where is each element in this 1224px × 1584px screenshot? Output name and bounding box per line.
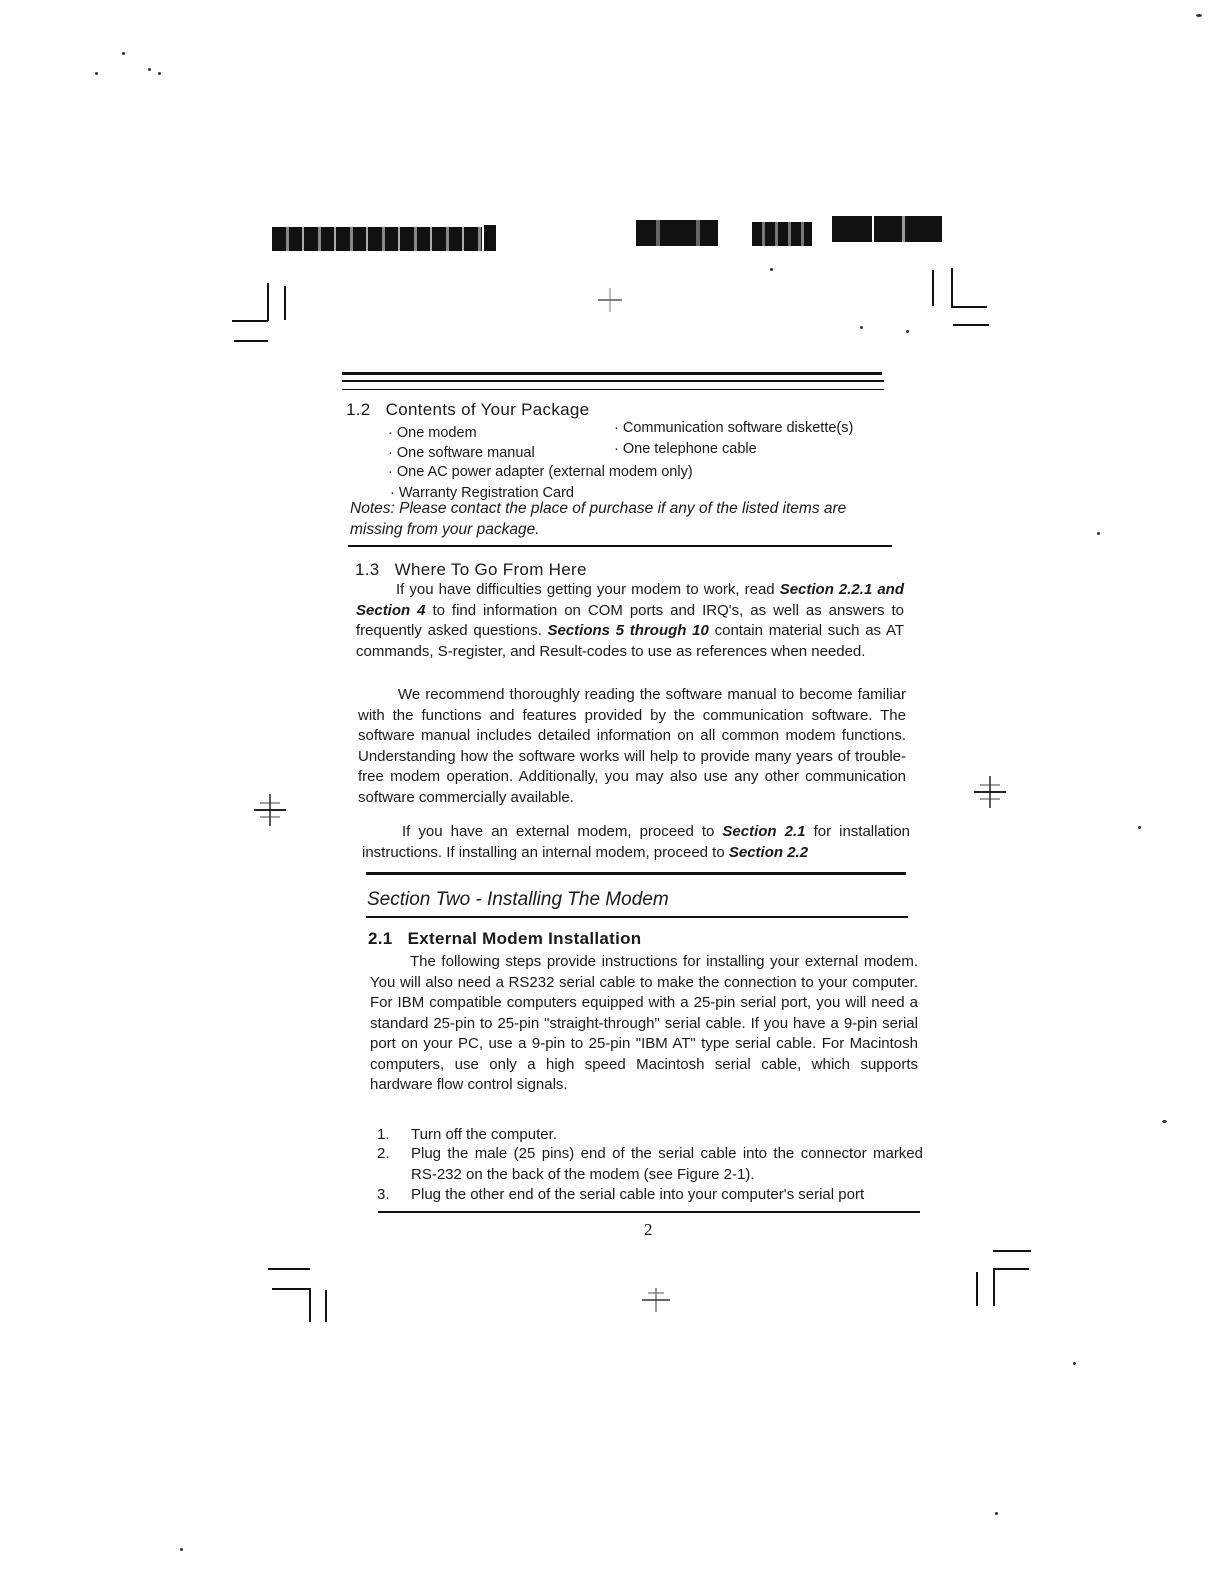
crop-mark: [309, 1288, 311, 1322]
top-rule: [342, 372, 882, 375]
scan-speck: [770, 268, 773, 271]
section-two-top-rule: [366, 872, 906, 875]
package-item: · Communication software diskette(s): [614, 420, 854, 436]
step-text: Plug the male (25 pins) end of the serial cable into the connector marked RS-232 on the back of the modem (see Figure 2-1).: [411, 1145, 923, 1183]
top-rule: [342, 380, 884, 382]
crop-mark: [232, 320, 268, 322]
crop-mark: [325, 1290, 327, 1322]
scan-speck: [1196, 14, 1202, 17]
scan-speck: [995, 1512, 998, 1515]
section-2-1-heading: [368, 929, 642, 949]
step-number: 3.: [377, 1186, 390, 1203]
section-two-bottom-rule: [366, 916, 908, 918]
scan-speck: [122, 52, 125, 55]
paragraph-troubleshooting: If you have difficulties getting your modem to work, read Section 2.2.1 and Section 4 to find information on COM ports and IRQ's, as well as answers to frequently asked questions. Sections 5 through 10 contain material such as AT commands, S-register, and Result-codes to use as references when needed.: [356, 581, 905, 660]
step-text: Turn off the computer.: [411, 1126, 557, 1143]
package-item: · One AC power adapter (external modem only): [388, 464, 693, 480]
scan-bar: [832, 216, 942, 242]
installation-step: [377, 1185, 925, 1206]
registration-mark-icon: [970, 772, 1010, 812]
step-text: Plug the other end of the serial cable into your computer's serial port: [411, 1186, 865, 1203]
scan-bar: [636, 220, 718, 246]
package-item: · One modem: [388, 425, 477, 441]
section-number: 2.1: [368, 929, 393, 948]
scan-speck: [180, 1548, 183, 1551]
step-number: 2.: [377, 1145, 390, 1162]
scan-speck: [148, 68, 151, 71]
installation-step: [377, 1125, 925, 1146]
step-number: 1.: [377, 1126, 390, 1143]
crop-mark: [932, 270, 934, 306]
paragraph-installation-intro: The following steps provide instructions for installing your external modem. You will also need a RS232 serial cable to make the connection to your computer. For IBM compatible computers equipped with a 25-pin serial port, you will need a standard 25-pin to 25-pin "straight-through" serial cable. If you have a 9-pin serial port on your PC, use a 9-pin to 25-pin "IBM AT" type serial cable. For Macintosh computers, use only a high speed Macintosh serial cable, which supports hardware flow control signals.: [370, 953, 918, 1093]
section-rule: [348, 545, 892, 547]
paragraph-software-manual: We recommend thoroughly reading the software manual to become familiar with the functions and features provided by the communication software. The software manual includes detailed information on all common modem functions. Understanding how the software works will help to provide many years of trouble-free modem operation. Additionally, you may also use any other communication software commercially available.: [358, 686, 906, 806]
scan-speck: [95, 72, 98, 75]
crop-mark: [951, 306, 987, 308]
registration-mark-icon: [250, 790, 290, 830]
section-reference: Section 2.2.1 and Section 4: [356, 581, 904, 619]
section-1-3-heading: [355, 560, 587, 580]
section-number: 1.3: [355, 560, 380, 579]
scan-speck: [906, 330, 909, 333]
section-reference: Section 2.1: [722, 823, 806, 840]
crop-mark: [951, 268, 953, 308]
section-title: External Modem Installation: [407, 929, 642, 948]
section-reference: Sections 5 through 10: [547, 622, 709, 639]
section-number: 1.2: [346, 400, 371, 419]
crop-mark: [267, 283, 269, 321]
package-notes: Notes: Please contact the place of purchase if any of the listed items are missing from your package.: [350, 500, 847, 538]
registration-mark-icon: [590, 280, 630, 320]
section-title: Where To Go From Here: [394, 560, 587, 579]
crop-mark: [272, 1288, 310, 1290]
scan-speck: [1073, 1362, 1076, 1365]
page-number: 2: [644, 1220, 653, 1239]
package-item: · One telephone cable: [614, 441, 757, 457]
crop-mark: [268, 1268, 310, 1270]
top-rule: [342, 389, 884, 390]
installation-step: [377, 1144, 925, 1185]
scan-speck: [1162, 1120, 1167, 1123]
crop-mark: [993, 1268, 995, 1306]
scan-speck: [860, 326, 863, 329]
crop-mark: [234, 340, 268, 342]
scan-bar: [272, 227, 482, 251]
footer-rule: [378, 1211, 920, 1213]
scan-bar: [484, 225, 496, 251]
package-item: · One software manual: [388, 445, 535, 461]
registration-mark-icon: [636, 1280, 676, 1320]
crop-mark: [993, 1268, 1029, 1270]
scan-speck: [158, 72, 161, 75]
section-two-title: Section Two - Installing The Modem: [367, 889, 669, 910]
section-reference: Section 2.2: [728, 843, 809, 861]
scan-bar: [752, 222, 812, 246]
package-item: · Warranty Registration Card: [390, 485, 574, 501]
paragraph-proceed: If you have an external modem, proceed to Section 2.1 for installation instructions. If installing an internal modem, proceed to Section 2.2: [362, 823, 911, 861]
crop-mark: [976, 1272, 978, 1306]
scan-speck: [1097, 532, 1100, 535]
section-title: Contents of Your Package: [385, 400, 590, 419]
section-1-2-heading: [346, 400, 589, 420]
crop-mark: [993, 1250, 1031, 1252]
crop-mark: [953, 324, 989, 326]
crop-mark: [284, 286, 286, 320]
scan-speck: [1138, 826, 1141, 829]
